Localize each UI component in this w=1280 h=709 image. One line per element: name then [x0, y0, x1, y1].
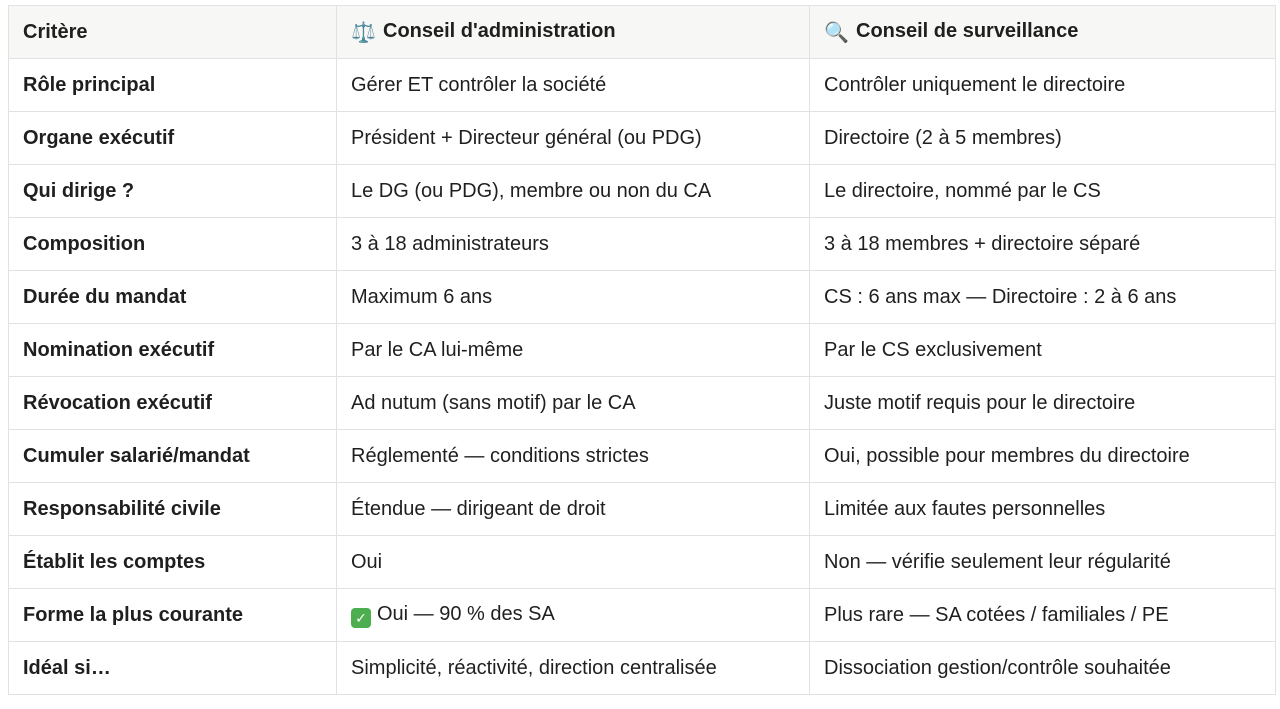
header-criterion: Critère — [9, 6, 337, 59]
magnifier-icon: 🔍 — [824, 21, 849, 44]
criterion-cell: Forme la plus courante — [9, 589, 337, 642]
header-conseil-surveillance — [810, 6, 1276, 59]
ca-cell: Oui — [337, 536, 810, 589]
ca-cell: Étendue — dirigeant de droit — [337, 483, 810, 536]
ca-cell: 3 à 18 administrateurs — [337, 218, 810, 271]
table-row — [9, 536, 1276, 589]
ca-cell-text: Oui — 90 % des SA — [377, 602, 555, 625]
ca-cell: Président + Directeur général (ou PDG) — [337, 112, 810, 165]
criterion-cell: Responsabilité civile — [9, 483, 337, 536]
check-mark-icon: ✓ — [351, 608, 371, 628]
ca-cell: Maximum 6 ans — [337, 271, 810, 324]
table-row — [9, 642, 1276, 695]
criterion-cell: Organe exécutif — [9, 112, 337, 165]
table-row — [9, 112, 1276, 165]
table-row — [9, 165, 1276, 218]
ca-cell: Gérer ET contrôler la société — [337, 59, 810, 112]
ca-cell: Le DG (ou PDG), membre ou non du CA — [337, 165, 810, 218]
table-body — [9, 59, 1276, 695]
criterion-cell: Durée du mandat — [9, 271, 337, 324]
criterion-cell: Rôle principal — [9, 59, 337, 112]
header-ca-label: Conseil d'administration — [383, 19, 616, 42]
cs-cell: Juste motif requis pour le directoire — [810, 377, 1276, 430]
criterion-cell: Nomination exécutif — [9, 324, 337, 377]
cs-cell: Non — vérifie seulement leur régularité — [810, 536, 1276, 589]
cs-cell: Plus rare — SA cotées / familiales / PE — [810, 589, 1276, 642]
ca-cell: Ad nutum (sans motif) par le CA — [337, 377, 810, 430]
header-row — [9, 6, 1276, 59]
cs-cell: CS : 6 ans max — Directoire : 2 à 6 ans — [810, 271, 1276, 324]
table-row — [9, 430, 1276, 483]
ca-cell — [337, 589, 810, 642]
table-row — [9, 218, 1276, 271]
table-row — [9, 324, 1276, 377]
cs-cell: Oui, possible pour membres du directoire — [810, 430, 1276, 483]
criterion-cell: Composition — [9, 218, 337, 271]
criterion-cell: Idéal si… — [9, 642, 337, 695]
header-cs-label: Conseil de surveillance — [856, 19, 1079, 42]
ca-cell: Par le CA lui-même — [337, 324, 810, 377]
balance-scale-icon: ⚖️ — [351, 21, 376, 44]
comparison-table-container — [8, 5, 1275, 695]
header-conseil-administration — [337, 6, 810, 59]
ca-cell: Simplicité, réactivité, direction centralisée — [337, 642, 810, 695]
criterion-cell: Qui dirige ? — [9, 165, 337, 218]
cs-cell: 3 à 18 membres + directoire séparé — [810, 218, 1276, 271]
cs-cell: Directoire (2 à 5 membres) — [810, 112, 1276, 165]
criterion-cell: Cumuler salarié/mandat — [9, 430, 337, 483]
table-row — [9, 483, 1276, 536]
table-row — [9, 589, 1276, 642]
table-header — [9, 6, 1276, 59]
cs-cell: Contrôler uniquement le directoire — [810, 59, 1276, 112]
cs-cell: Par le CS exclusivement — [810, 324, 1276, 377]
table-row — [9, 59, 1276, 112]
ca-cell: Réglementé — conditions strictes — [337, 430, 810, 483]
criterion-cell: Révocation exécutif — [9, 377, 337, 430]
criterion-cell: Établit les comptes — [9, 536, 337, 589]
comparison-table — [8, 5, 1276, 695]
table-row — [9, 271, 1276, 324]
table-row — [9, 377, 1276, 430]
cs-cell: Le directoire, nommé par le CS — [810, 165, 1276, 218]
cs-cell: Limitée aux fautes personnelles — [810, 483, 1276, 536]
cs-cell: Dissociation gestion/contrôle souhaitée — [810, 642, 1276, 695]
